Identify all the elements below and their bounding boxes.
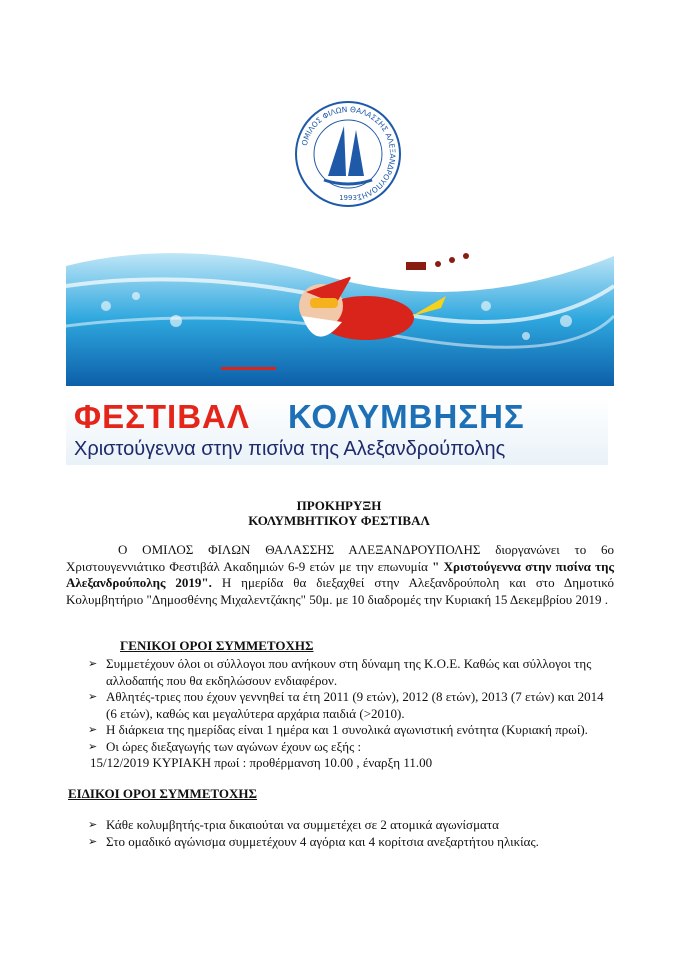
arrow-bullet-icon: ➢ [88, 818, 98, 831]
arrow-bullet-icon: ➢ [88, 739, 98, 753]
arrow-bullet-icon: ➢ [88, 723, 98, 736]
list-item: ➢ Κάθε κολυμβητής-τρια δικαιούται να συμμετέχει σε 2 ατομικά αγωνίσματα [88, 817, 499, 832]
list-item: ➢ Αθλητές-τριες που έχουν γεννηθεί τα έτη 2011 (9 ετών), 2012 (8 ετών), 2013 (7 ετών) και 2014 (6 ετών), καθώς και μεγαλύτερα αρχάρια παιδιά (>2010). [88, 689, 604, 721]
general-terms-heading: ΓΕΝΙΚΟΙ ΟΡΟΙ ΣΥΜΜΕΤΟΧΗΣ [120, 638, 314, 653]
festival-subtitle: Χριστούγεννα στην πισίνα της Αλεξανδρούπολης [74, 438, 506, 460]
arrow-bullet-icon: ➢ [88, 657, 98, 670]
club-logo [294, 100, 402, 208]
list-item: ➢ Οι ώρες διεξαγωγής των αγώνων έχουν ως εξής : [88, 738, 362, 754]
special-terms-heading: ΕΙΔΙΚΟΙ ΟΡΟΙ ΣΥΜΜΕΤΟΧΗΣ [68, 786, 258, 801]
schedule-line: 15/12/2019 ΚΥΡΙΑΚΗ πρωί : προθέρμανση 10.00 , έναρξη 11.00 [90, 755, 433, 770]
festival-title-word2: ΚΟΛΥΜΒΗΣΗΣ [288, 398, 525, 435]
festival-title-word1: ΦΕΣΤΙΒΑΛ [74, 398, 250, 435]
list-item: ➢ Στο ομαδικό αγώνισμα συμμετέχουν 4 αγόρια και 4 κορίτσια ανεξαρτήτου ηλικίας. [88, 833, 539, 849]
arrow-bullet-icon: ➢ [88, 834, 98, 848]
event-name: " Χριστούγεννα στην πισίνα της Αλεξανδρούπολης 2019". [66, 558, 615, 590]
intro-text-part2: Η ημερίδα θα διεξαχθεί στην Αλεξανδρούπολη και στο Δημοτικό Κολυμβητήριο "Δημοσθένης Μιχαλεντζάκης" 50μ. με 10 διαδρομές την Κυριακή 15 Δεκεμβρίου 2019 . [66, 575, 614, 607]
intro-text-part1: Ο ΟΜΙΛΟΣ ΦΙΛΩΝ ΘΑΛΑΣΣΗΣ ΑΛΕΞΑΝΔΡΟΥΠΟΛΗΣ διοργανώνει το 6ο Χριστουγεννιάτικο Φεστιβάλ Ακαδημιών 6-9 ετών με την επωνυμία [66, 542, 614, 574]
general-terms-list [88, 656, 616, 755]
logo-ring-text: ΟΜΙΛΟΣ ΦΙΛΩΝ ΘΑΛΑΣΣΗΣ ΑΛΕΞΑΝΔΡΟΥΠΟΛΗΣ [299, 104, 398, 202]
list-item: ➢ Συμμετέχουν όλοι οι σύλλογοι που ανήκουν στη δύναμη της Κ.Ο.Ε. Καθώς και σύλλογοι της αλλοδαπής που θα εκδηλώσουν ενδιαφέρον. [88, 656, 592, 688]
announcement-subtitle: ΚΟΛΥΜΒΗΤΙΚΟΥ ΦΕΣΤΙΒΑΛ [248, 513, 430, 528]
list-item: ➢ Η διάρκεια της ημερίδας είναι 1 ημέρα και 1 συνολικά αγωνιστική ενότητα (Κυριακή πρωί). [88, 722, 588, 737]
announcement-title: ΠΡΟΚΗΡΥΞΗ [296, 498, 382, 513]
santa-swimming-banner [66, 226, 614, 386]
arrow-bullet-icon: ➢ [88, 690, 98, 703]
special-terms-list [88, 817, 616, 850]
intro-paragraph [66, 542, 614, 608]
logo-year: 1993 [339, 194, 357, 202]
festival-title-banner [66, 398, 608, 465]
